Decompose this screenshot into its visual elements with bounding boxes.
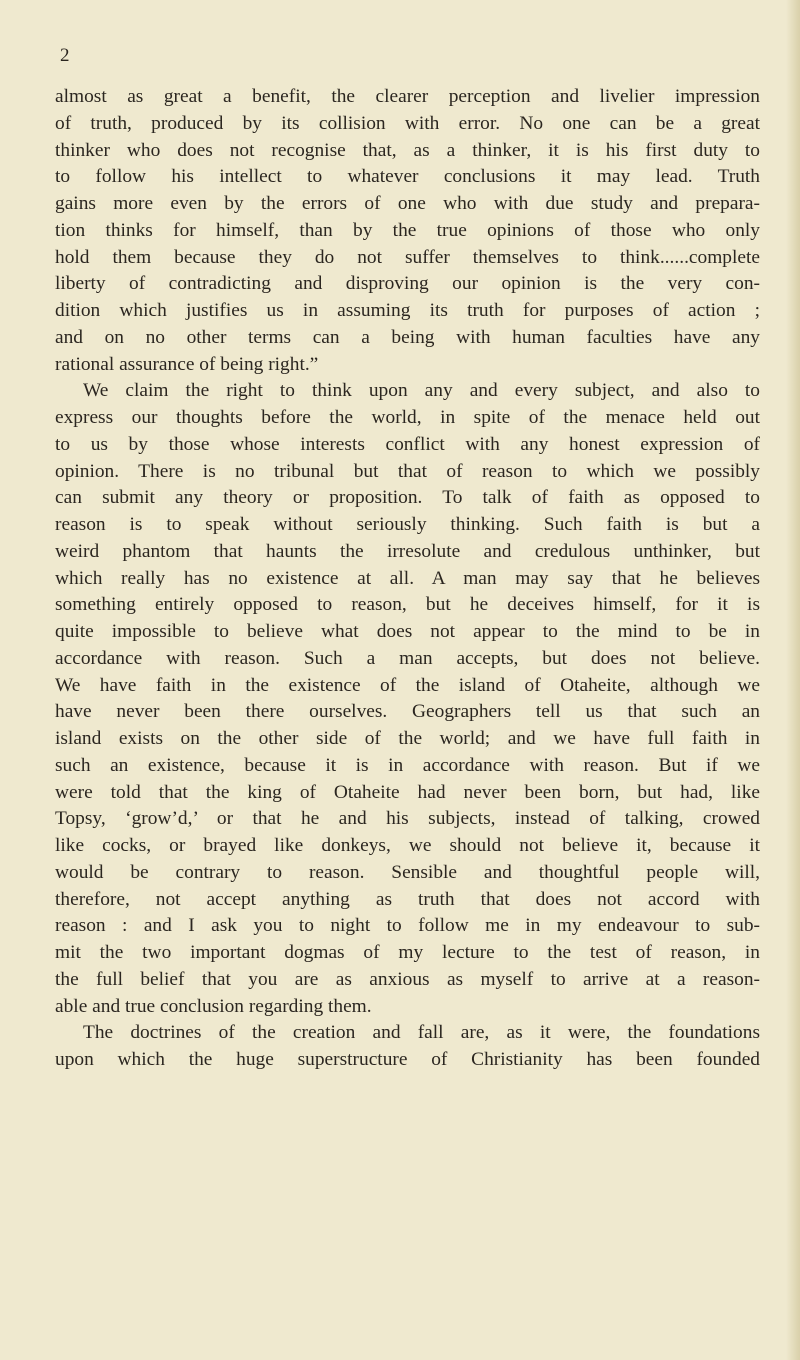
text-line: We have faith in the existence of the island of Otaheite, although we [55, 674, 760, 696]
text-line: able and true conclusion regarding them. [55, 995, 372, 1017]
text-line: express our thoughts before the world, in spite of the menace held out [55, 407, 760, 428]
text-line: accordance with reason. Such a man accepts, but does not believe. [55, 647, 760, 669]
text-line: liberty of contradicting and disproving our opinion is the very con- [55, 273, 760, 295]
text-line: something entirely opposed to reason, but he deceives himself, for it is [55, 594, 760, 616]
text-line: upon which the huge superstructure of Christianity has been founded [55, 1049, 760, 1070]
text-line: hold them because they do not suffer themselves to think......complete [55, 246, 760, 268]
text-line: were told that the king of Otaheite had never been born, but had, like [55, 781, 760, 803]
text-line: gains more even by the errors of one who with due study and prepara- [55, 193, 760, 214]
text-line: such an existence, because it is in accordance with reason. But if we [55, 754, 760, 776]
page-number: 2 [60, 45, 70, 66]
text-line: the full belief that you are as anxious as myself to arrive at a reason- [55, 968, 760, 990]
text-line: therefore, not accept anything as truth that does not accord with [55, 888, 760, 910]
text-line: have never been there ourselves. Geographers tell us that such an [55, 701, 760, 723]
text-line: mit the two important dogmas of my lecture to the test of reason, in [55, 942, 760, 963]
text-line: can submit any theory or proposition. To talk of faith as opposed to [55, 487, 760, 509]
text-line: thinker who does not recognise that, as a thinker, it is his first duty to [55, 139, 760, 161]
text-line: and on no other terms can a being with human faculties have any [55, 326, 760, 348]
text-line: of truth, produced by its collision with error. No one can be a great [55, 112, 760, 134]
text-line: island exists on the other side of the world; and we have full faith in [55, 728, 760, 749]
text-line: to follow his intellect to whatever conclusions it may lead. Truth [55, 166, 760, 188]
text-line: to us by those whose interests conflict with any honest expression of [55, 433, 760, 455]
text-line: dition which justifies us in assuming its truth for purposes of action ; [55, 300, 760, 321]
body-text [55, 84, 760, 1074]
text-line: reason : and I ask you to night to follow me in my endeavour to sub- [55, 915, 760, 937]
text-line: quite impossible to believe what does not appear to the mind to be in [55, 621, 760, 642]
text-line: almost as great a benefit, the clearer perception and livelier impression [55, 86, 760, 107]
page-edge-shadow [786, 0, 800, 1360]
text-line: which really has no existence at all. A man may say that he believes [55, 567, 760, 589]
text-line: weird phantom that haunts the irresolute and credulous unthinker, but [55, 540, 760, 562]
text-line: would be contrary to reason. Sensible and thoughtful people will, [55, 861, 760, 883]
text-line: rational assurance of being right.” [55, 353, 319, 375]
text-line: tion thinks for himself, than by the true opinions of those who only [55, 219, 760, 241]
text-line: We claim the right to think upon any and every subject, and also to [83, 380, 760, 402]
text-line: Topsy, ‘grow’d,’ or that he and his subjects, instead of talking, crowed [55, 808, 760, 830]
text-line: like cocks, or brayed like donkeys, we should not believe it, because it [55, 835, 760, 856]
text-line: reason is to speak without seriously thinking. Such faith is but a [55, 514, 760, 535]
text-line: The doctrines of the creation and fall are, as it were, the foundations [83, 1022, 760, 1044]
text-line: opinion. There is no tribunal but that of reason to which we possibly [55, 460, 760, 482]
